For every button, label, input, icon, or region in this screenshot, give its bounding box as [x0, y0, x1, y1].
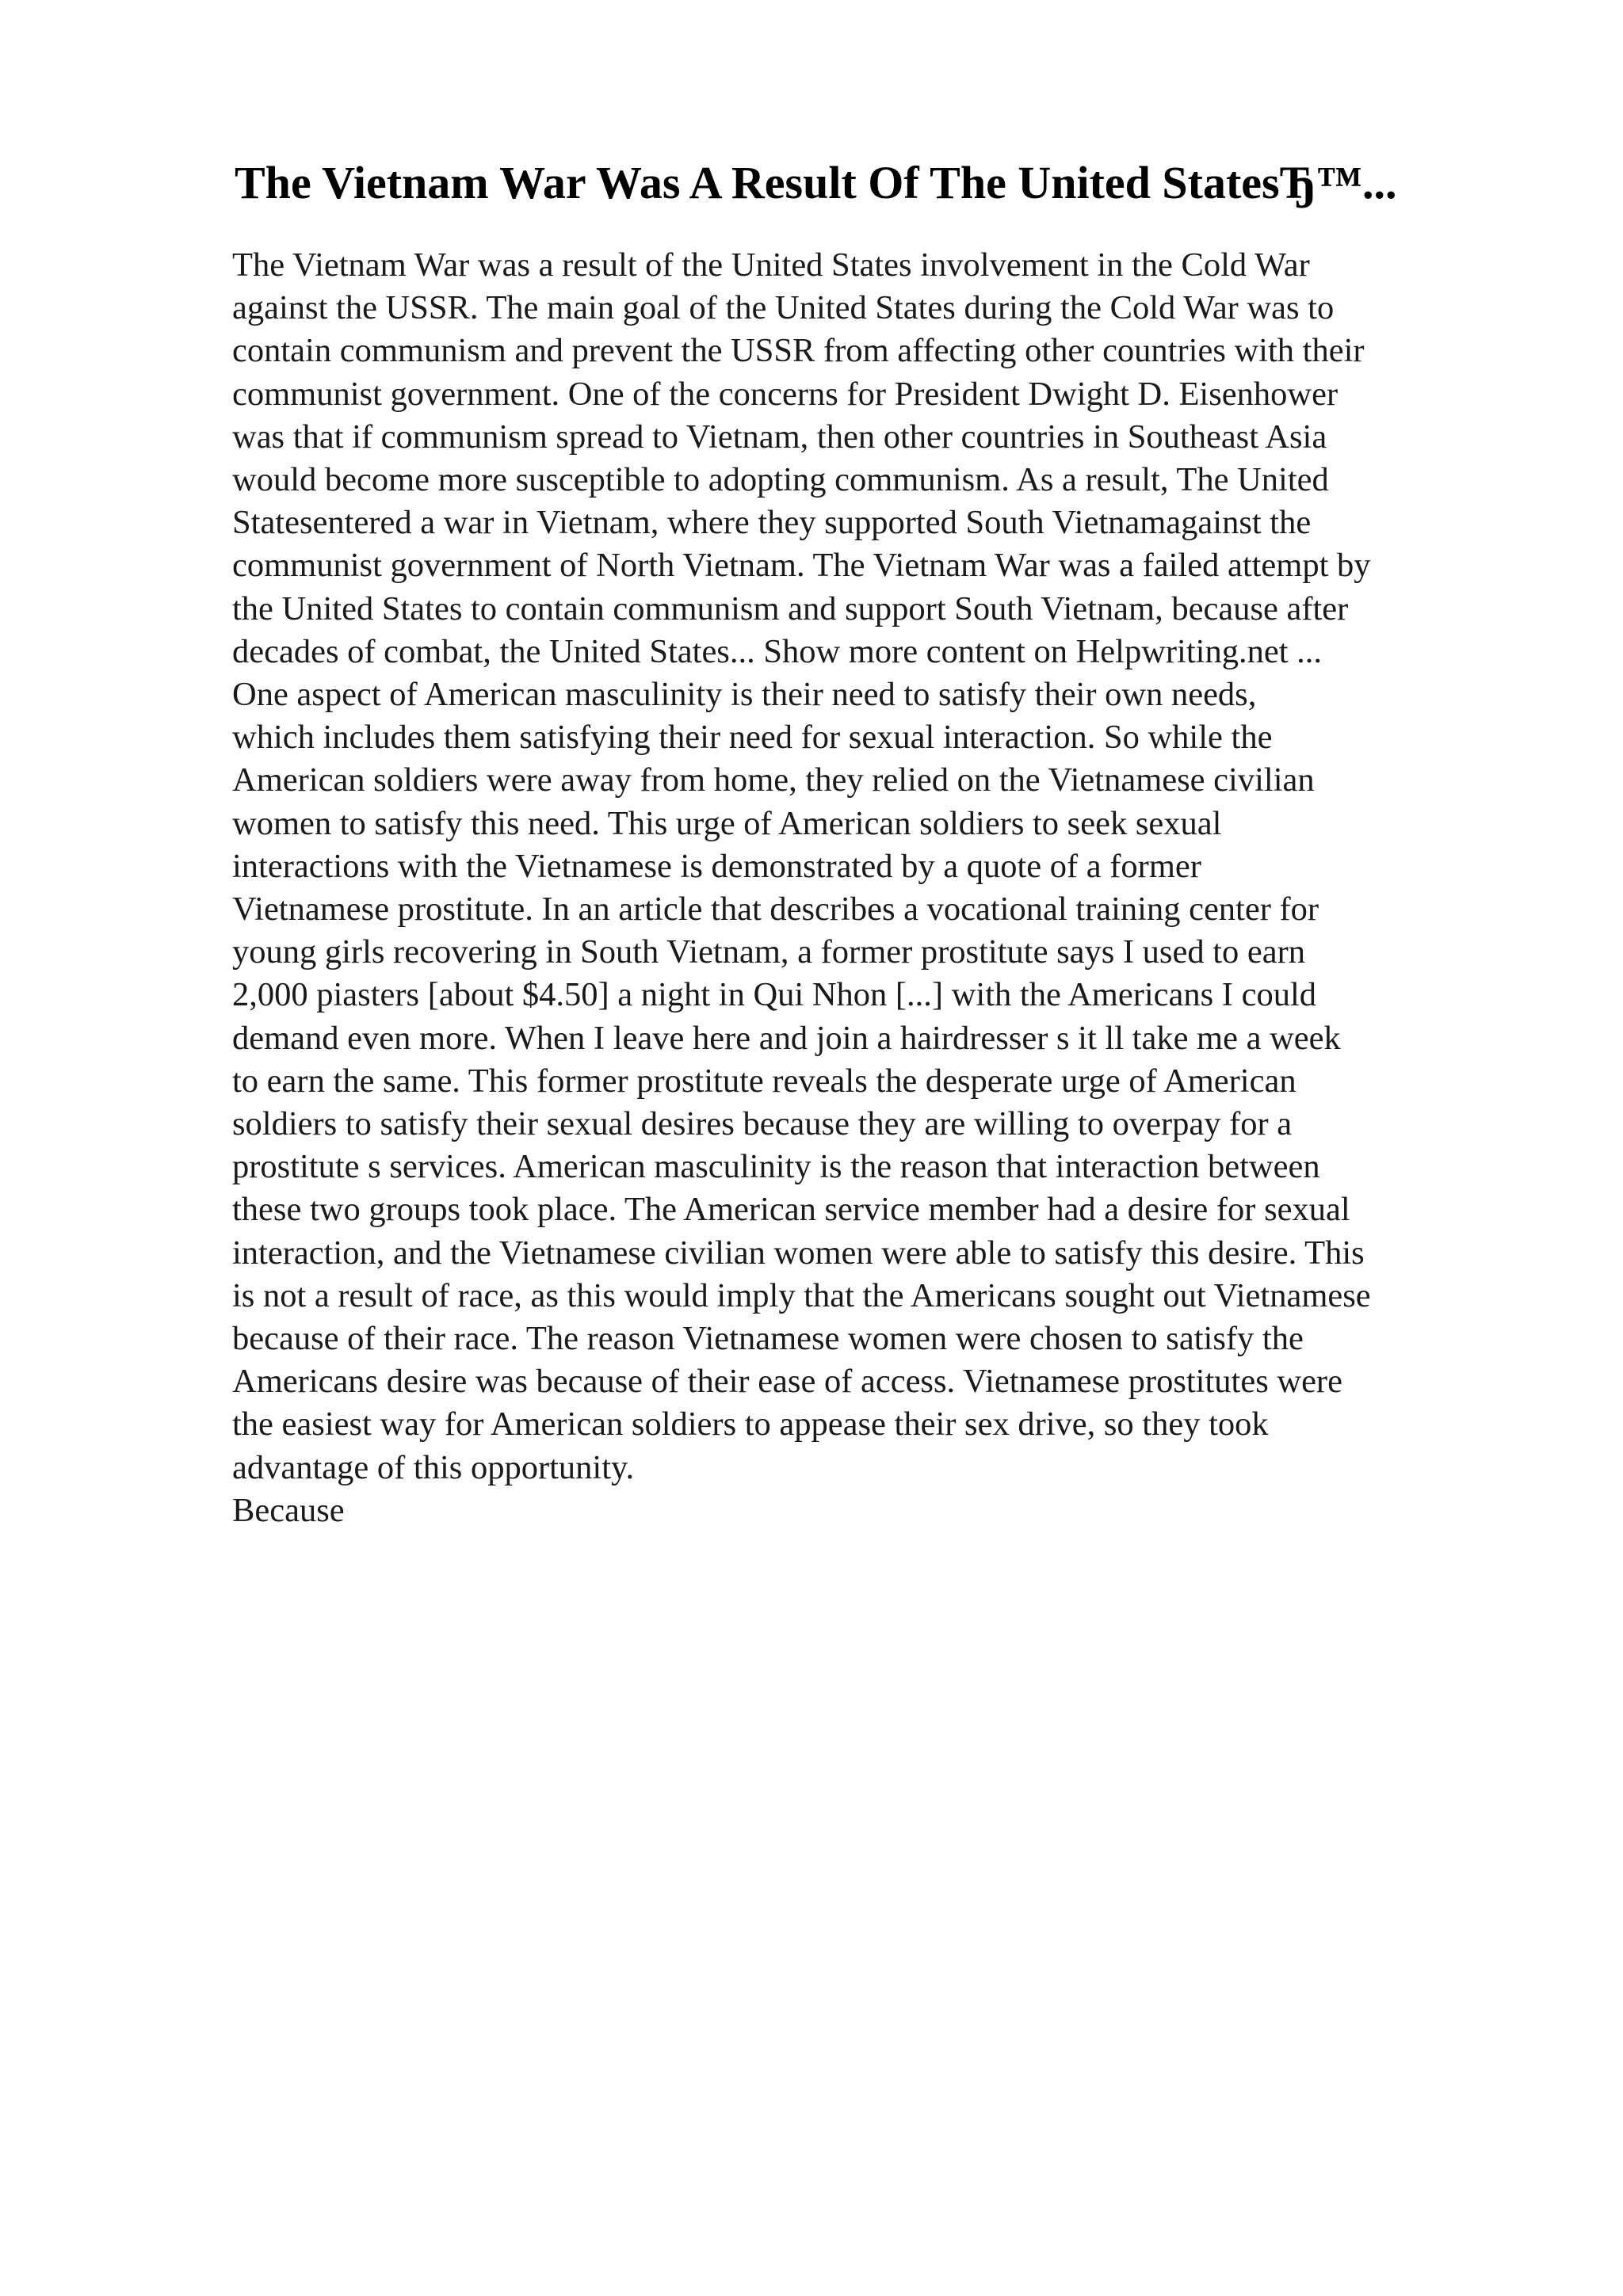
text-line: the United States to contain communism and support South Vietnam, because after — [232, 589, 1349, 627]
text-line: prostitute s services. American masculinity is the reason that interaction between — [232, 1148, 1320, 1186]
text-line: young girls recovering in South Vietnam, a former prostitute says I used to earn — [232, 933, 1306, 971]
text-line: Americans desire was because of their ease of access. Vietnamese prostitutes were — [232, 1363, 1342, 1401]
text-line: soldiers to satisfy their sexual desires because they are willing to overpay for a — [232, 1105, 1293, 1143]
text-line: Vietnamese prostitute. In an article that describes a vocational training center for — [232, 891, 1319, 929]
text-line: decades of combat, the United States... Show more content on Helpwriting.net ... — [232, 632, 1323, 670]
text-line: which includes them satisfying their need for sexual interaction. So while the — [232, 719, 1273, 757]
text-line: interactions with the Vietnamese is demonstrated by a quote of a former — [232, 847, 1201, 885]
body-text — [232, 244, 1532, 1532]
document-title: The Vietnam War Was A Result Of The United StatesЂ™... — [235, 157, 1397, 208]
text-line: because of their race. The reason Vietnamese women were chosen to satisfy the — [232, 1320, 1304, 1358]
text-line: is not a result of race, as this would imply that the Americans sought out Vietnamese — [232, 1276, 1371, 1314]
text-line: 2,000 piasters [about $4.50] a night in Qui Nhon [...] with the Americans I could — [232, 976, 1317, 1014]
text-line: advantage of this opportunity. — [232, 1448, 635, 1486]
text-line: communist government. One of the concerns for President Dwight D. Eisenhower — [232, 375, 1338, 413]
text-line: Because — [232, 1491, 345, 1529]
text-line: demand even more. When I leave here and join a hairdresser s it ll take me a week — [232, 1019, 1341, 1057]
text-line: to earn the same. This former prostitute reveals the desperate urge of American — [232, 1062, 1296, 1100]
text-line: communist government of North Vietnam. The Vietnam War was a failed attempt by — [232, 547, 1371, 585]
text-line: against the USSR. The main goal of the United States during the Cold War was to — [232, 289, 1335, 327]
text-line: contain communism and prevent the USSR from affecting other countries with their — [232, 332, 1365, 370]
text-line: One aspect of American masculinity is their need to satisfy their own needs, — [232, 676, 1257, 714]
text-line: these two groups took place. The American service member had a desire for sexual — [232, 1191, 1350, 1229]
text-line: American soldiers were away from home, they relied on the Vietnamese civilian — [232, 761, 1315, 799]
text-line: Statesentered a war in Vietnam, where they supported South Vietnamagainst the — [232, 504, 1312, 542]
text-line: The Vietnam War was a result of the United States involvement in the Cold War — [232, 246, 1310, 284]
text-line: the easiest way for American soldiers to appease their sex drive, so they took — [232, 1405, 1269, 1444]
text-line: women to satisfy this need. This urge of American soldiers to seek sexual — [232, 804, 1222, 842]
text-line: interaction, and the Vietnamese civilian women were able to satisfy this desire. This — [232, 1234, 1365, 1272]
text-line: would become more susceptible to adopting communism. As a result, The United — [232, 461, 1329, 499]
text-line: was that if communism spread to Vietnam, then other countries in Southeast Asia — [232, 418, 1327, 456]
